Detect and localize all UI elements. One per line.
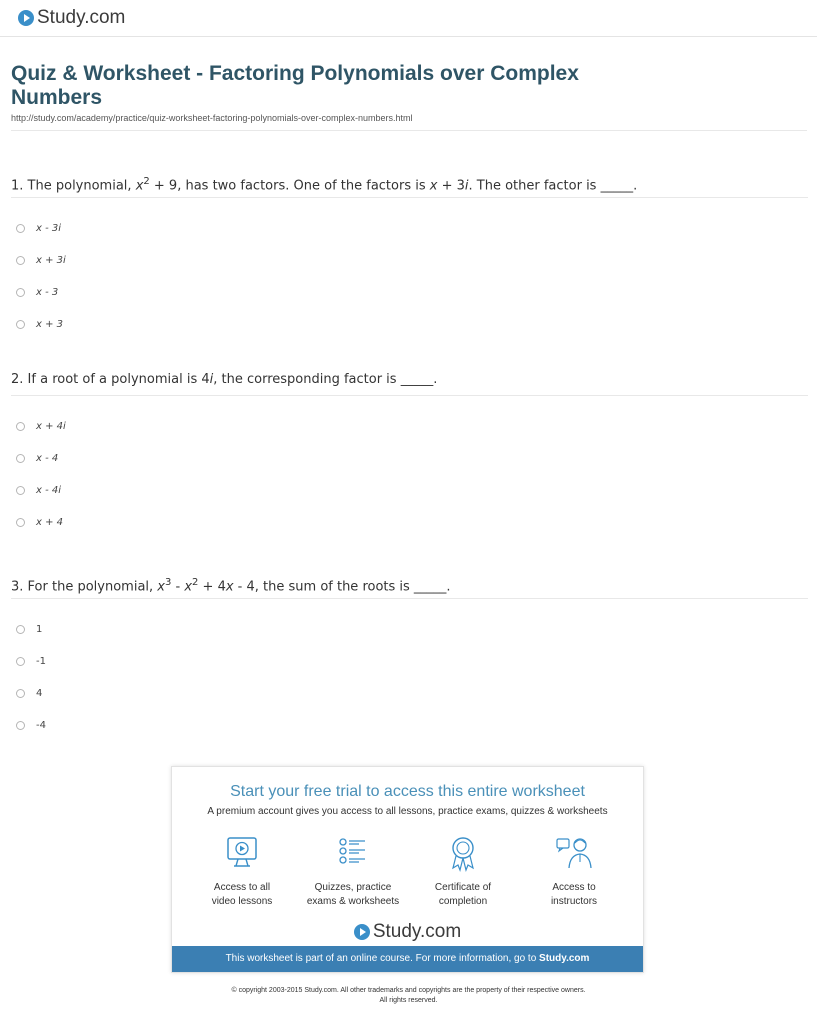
question-divider (11, 197, 808, 198)
question-2 (11, 369, 808, 538)
option-label: x + 3i (36, 254, 66, 266)
course-info-text: This worksheet is part of an online course. For more information, go to (225, 953, 537, 964)
logo-suffix: .com (84, 7, 126, 28)
option-label: x - 4i (36, 484, 62, 496)
logo-text: Study (372, 921, 420, 942)
feature-label-line2: video lessons (211, 896, 273, 907)
promo-title[interactable]: Start your free trial to access this entire worksheet (230, 783, 585, 800)
promo-subtitle: A premium account gives you access to all lessons, practice exams, quizzes & worksheets (207, 806, 608, 817)
radio-button[interactable] (16, 657, 25, 666)
radio-button[interactable] (16, 224, 25, 233)
feature-quizzes (298, 835, 408, 909)
option-3b[interactable] (11, 645, 808, 677)
radio-button[interactable] (16, 422, 25, 431)
option-label: -4 (36, 719, 46, 731)
page-url: http://study.com/academy/practice/quiz-worksheet-factoring-polynomials-over-complex-numbers.html (11, 113, 413, 123)
option-2d[interactable] (11, 506, 808, 538)
free-trial-promo (171, 766, 644, 973)
option-label: 1 (36, 623, 43, 635)
feature-video-lessons (187, 835, 297, 909)
title-divider (11, 130, 807, 131)
question-3-options (11, 613, 808, 741)
certificate-icon (443, 835, 483, 873)
header-divider (0, 36, 817, 37)
copyright-footer (0, 986, 817, 1006)
option-1a[interactable] (11, 212, 808, 244)
instructor-icon (554, 835, 594, 873)
question-1 (11, 171, 808, 340)
radio-button[interactable] (16, 454, 25, 463)
feature-instructors (519, 835, 629, 909)
option-label: x - 3 (36, 286, 59, 298)
promo-study-logo[interactable] (172, 921, 643, 943)
play-logo-icon (354, 924, 370, 940)
question-1-text: 1. The polynomial, $x^2 + 9$, has two factors. One of the factors is x + 3i. The other factor is _____. (11, 176, 638, 194)
option-3d[interactable] (11, 709, 808, 741)
option-label: x + 4i (36, 420, 66, 432)
question-3-text: 3. For the polynomial, $x^3 - x^2 + 4x - 4$, the sum of the roots is _____. (11, 577, 451, 595)
feature-label-line1: Access to (552, 882, 596, 893)
feature-label-line1: Quizzes, practice (314, 882, 392, 893)
radio-button[interactable] (16, 518, 25, 527)
logo-suffix: .com (420, 921, 462, 942)
study-logo[interactable] (18, 7, 125, 29)
page-title: Quiz & Worksheet - Factoring Polynomials over Complex Numbers (11, 62, 579, 109)
option-label: -1 (36, 655, 46, 667)
option-label: x - 4 (36, 452, 59, 464)
feature-label-line1: Certificate of (434, 882, 492, 893)
option-label: x + 4 (36, 516, 64, 528)
option-1d[interactable] (11, 308, 808, 340)
question-2-text: 2. If a root of a polynomial is 4i, the corresponding factor is _____. (11, 372, 438, 387)
question-1-options (11, 212, 808, 340)
logo-text: Study (37, 7, 85, 28)
option-2c[interactable] (11, 474, 808, 506)
option-2b[interactable] (11, 442, 808, 474)
study-link[interactable]: Study.com (539, 953, 590, 964)
question-2-options (11, 410, 808, 538)
feature-label-line2: completion (438, 896, 488, 907)
feature-certificate (408, 835, 518, 909)
question-divider (11, 598, 808, 599)
option-2a[interactable] (11, 410, 808, 442)
radio-button[interactable] (16, 486, 25, 495)
quiz-list-icon (333, 835, 373, 873)
option-3a[interactable] (11, 613, 808, 645)
play-logo-icon (18, 10, 34, 26)
question-3 (11, 572, 808, 741)
option-label: x - 3i (36, 222, 62, 234)
question-divider (11, 395, 808, 396)
radio-button[interactable] (16, 689, 25, 698)
feature-label-line2: exams & worksheets (306, 896, 400, 907)
radio-button[interactable] (16, 721, 25, 730)
copyright-line1: © copyright 2003-2015 Study.com. All other trademarks and copyrights are the property of their respective owners. (231, 987, 586, 994)
option-label: 4 (36, 687, 43, 699)
radio-button[interactable] (16, 320, 25, 329)
option-label: x + 3 (36, 318, 64, 330)
feature-label-line2: instructors (550, 896, 598, 907)
option-1c[interactable] (11, 276, 808, 308)
option-3c[interactable] (11, 677, 808, 709)
radio-button[interactable] (16, 625, 25, 634)
radio-button[interactable] (16, 256, 25, 265)
radio-button[interactable] (16, 288, 25, 297)
option-1b[interactable] (11, 244, 808, 276)
video-lesson-icon (222, 835, 262, 873)
feature-label-line1: Access to all (213, 882, 271, 893)
copyright-line2: All rights reserved. (379, 997, 438, 1004)
course-info-bar (172, 946, 643, 972)
